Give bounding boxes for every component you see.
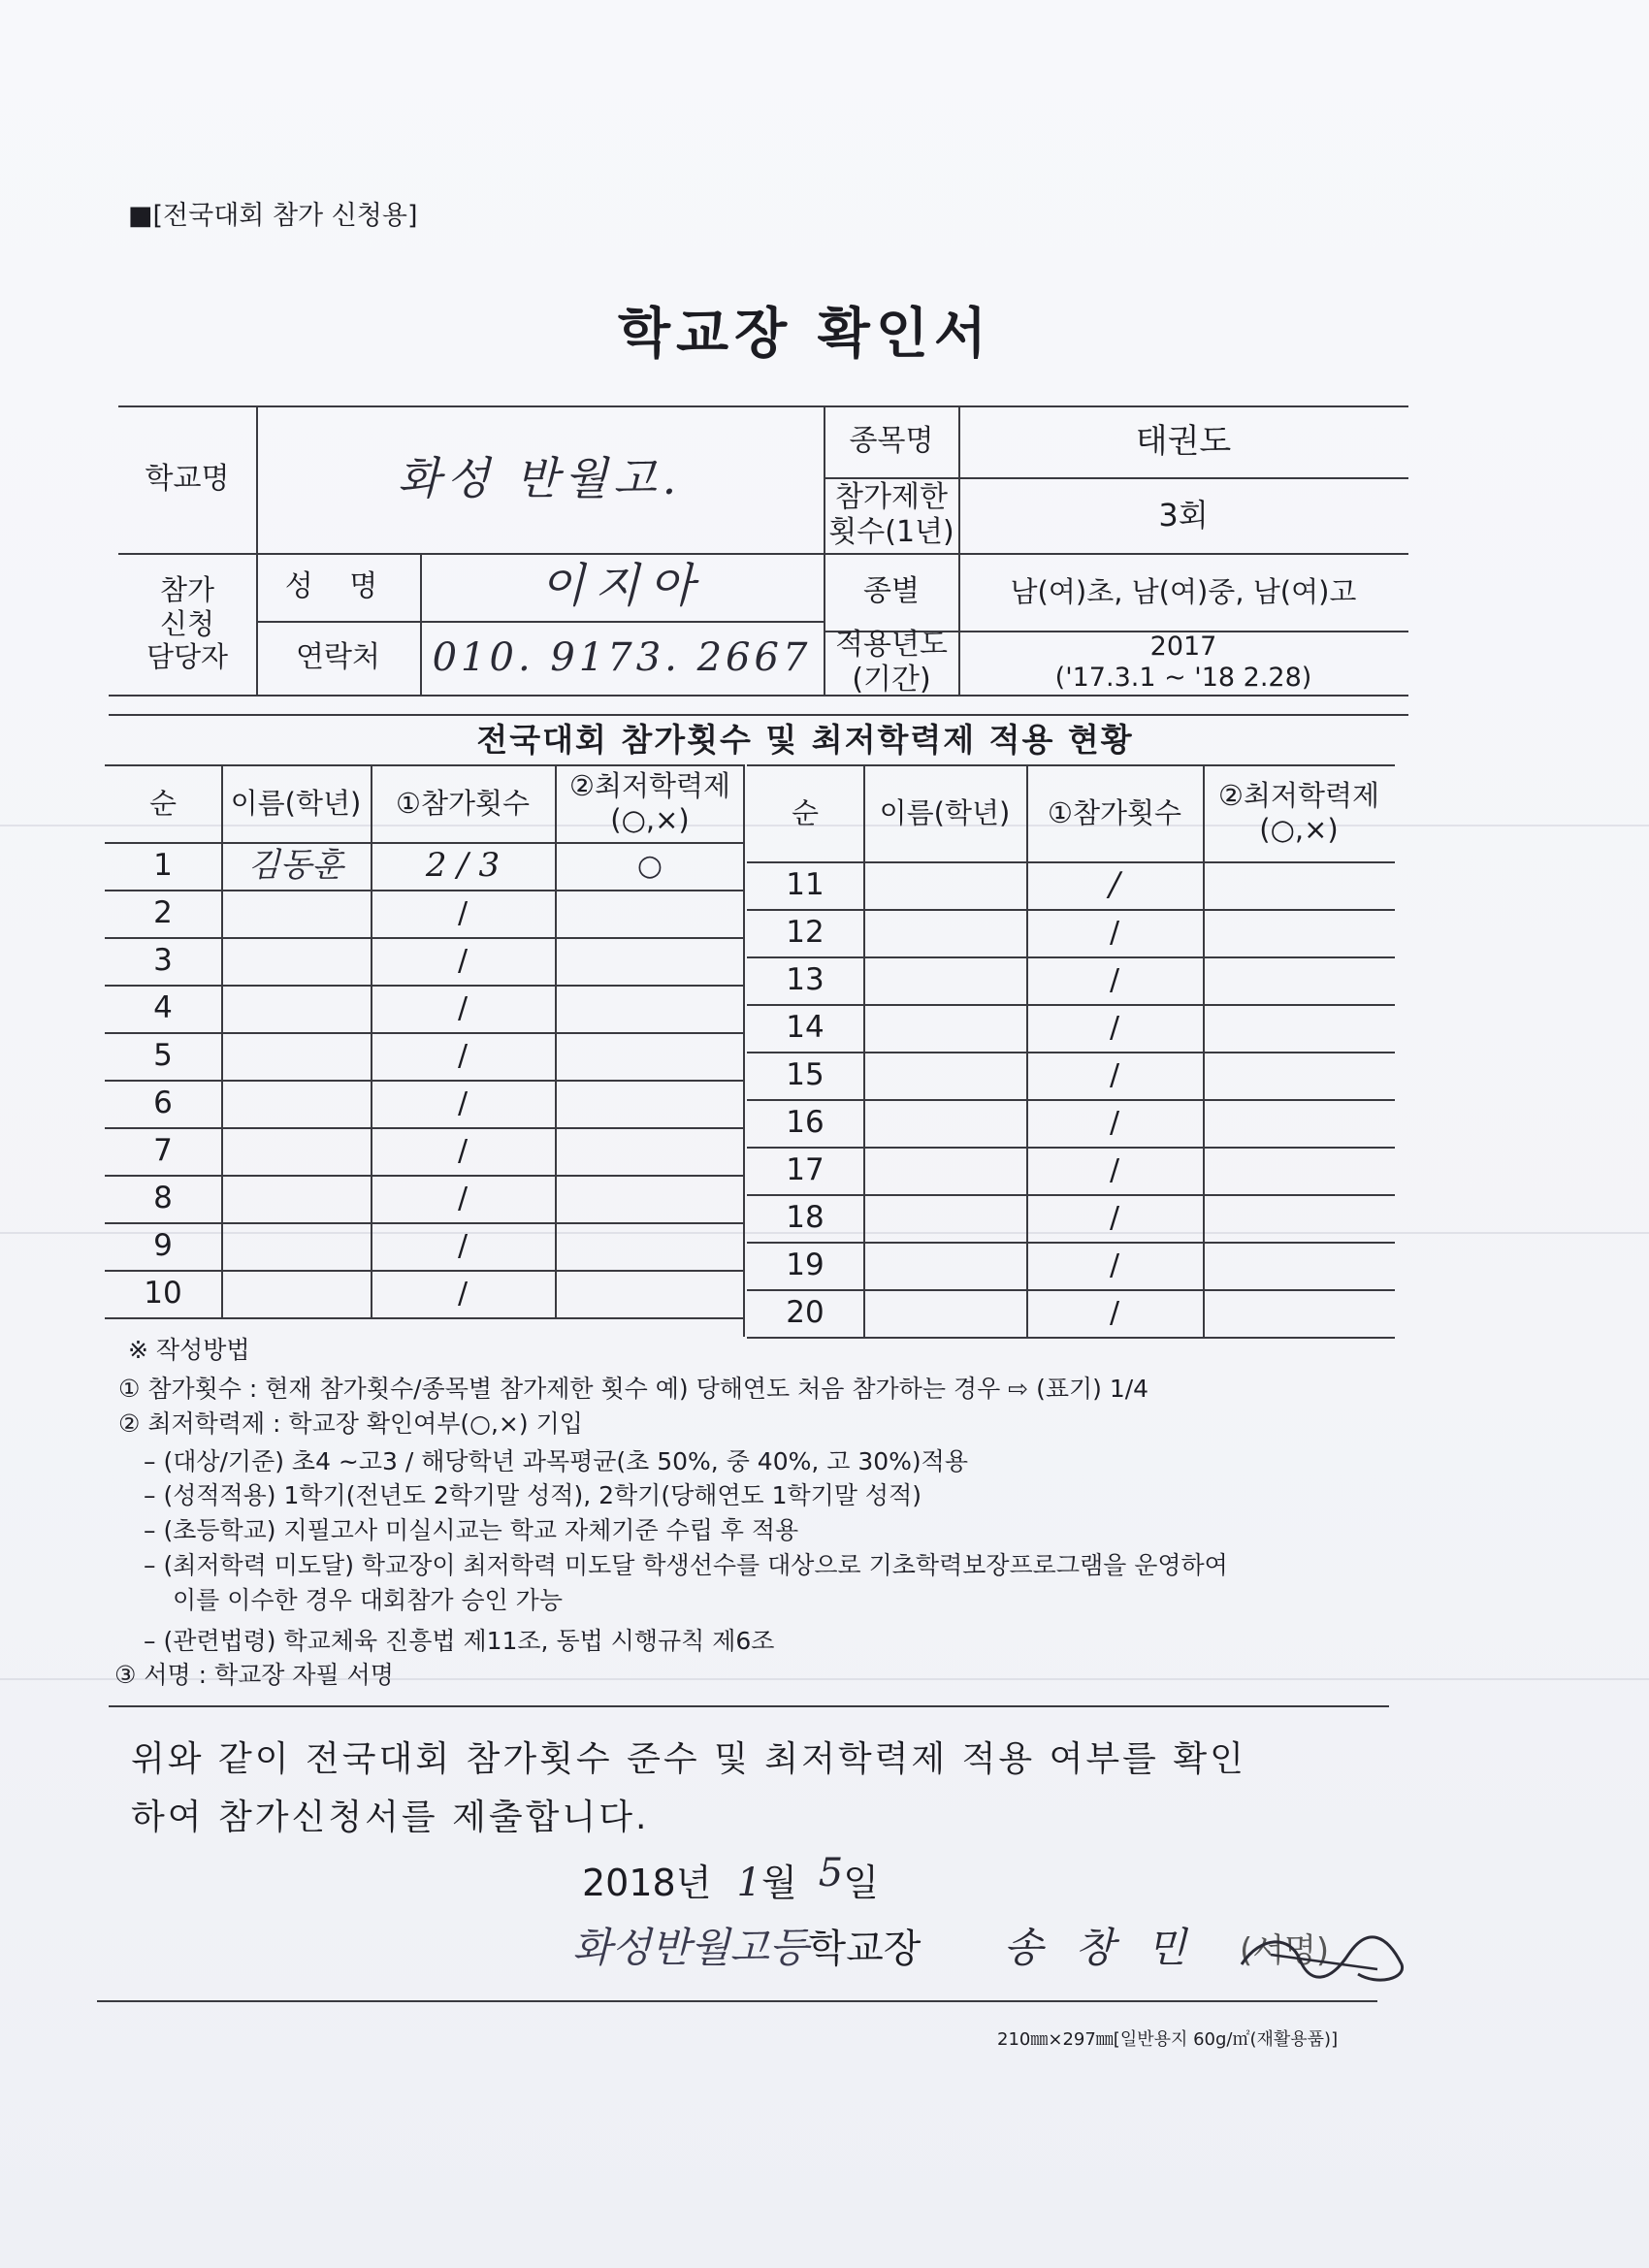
left-table-row-9-count: / [457, 1228, 469, 1263]
left-table-row-6-min [555, 1080, 745, 1127]
right-table-row-10-no: 20 [786, 1294, 824, 1330]
instruction-line-2: ① 참가횟수 : 현재 참가횟수/종목별 참가제한 횟수 예) 당해연도 처음 참가하는 경우 ⇨ (표기) 1/4 [118, 1375, 1149, 1403]
left-table-row-3-count: / [457, 943, 469, 978]
year-label-1: 적용년도 [835, 628, 948, 662]
left-table-row-10-count: / [457, 1276, 469, 1311]
right-table-row-1-no: 11 [786, 866, 824, 902]
year-label-2: (기간) [852, 663, 931, 697]
right-table-header-min [1203, 764, 1395, 861]
right-table-row-6-name [863, 1099, 1026, 1147]
left-table-row-9-name [221, 1222, 371, 1270]
left-table-row-1-no: 1 [153, 847, 173, 883]
left-table-row-9-no: 9 [153, 1227, 173, 1263]
date-day-value: 5 [818, 1851, 844, 1895]
right-table-row-5-no: 15 [786, 1056, 824, 1092]
left-table-header-no: 순 [148, 786, 177, 820]
right-table-row-1-count: / [1109, 865, 1120, 905]
left-table-row-8-min [555, 1175, 745, 1222]
separator-1 [109, 1705, 1389, 1707]
right-table-row-3-min [1203, 956, 1395, 1004]
principal-label: 학교장 [808, 1927, 922, 1971]
paper-spec-footer: 210㎜×297㎜[일반용지 60g/㎡(재활용품)] [997, 2029, 1339, 2050]
instruction-line-4: – (대상/기준) 초4 ~고3 / 해당학년 과목평균(초 50%, 중 40%, 고 30%)적용 [144, 1447, 968, 1475]
year-label [824, 628, 958, 697]
right-table-row-8-min [1203, 1194, 1395, 1242]
separator-2 [97, 2000, 1377, 2002]
right-table-row-9-count: / [1109, 1247, 1120, 1282]
right-table-row-line [747, 1337, 1395, 1339]
left-table-row-7-no: 7 [153, 1132, 173, 1168]
left-table-row-10-no: 10 [144, 1275, 182, 1311]
principal-name: 송 창 민 [1003, 1924, 1196, 1971]
right-table-row-7-min [1203, 1147, 1395, 1194]
form-type-label: ■[전국대회 참가 신청용] [128, 201, 418, 231]
contact-group-label-1: 참가 [159, 572, 215, 606]
date-line [582, 1853, 879, 1906]
left-table-row-3-min [555, 937, 745, 985]
right-table-row-6-count: / [1109, 1105, 1120, 1140]
year-value-1: 2017 [1149, 631, 1217, 662]
left-table-header-min_1: ②최저학력제 [568, 769, 731, 803]
right-table-row-5-min [1203, 1052, 1395, 1099]
right-table-row-1-name [863, 861, 1026, 909]
status-title: 전국대회 참가횟수 및 최저학력제 적용 현황 [476, 721, 1134, 759]
right-table-row-6-min [1203, 1099, 1395, 1147]
left-table-row-3-no: 3 [153, 942, 173, 978]
year-value [958, 631, 1408, 695]
right-table-row-4-name [863, 1004, 1026, 1052]
right-table-row-9-no: 19 [786, 1247, 824, 1282]
right-table-row-7-count: / [1109, 1152, 1120, 1187]
category-value: 남(여)초, 남(여)중, 남(여)고 [1010, 574, 1357, 608]
left-table-row-4-count: / [457, 990, 469, 1025]
right-table-header-name: 이름(학년) [879, 795, 1011, 829]
event-label: 종목명 [849, 424, 934, 458]
year-value-2: ('17.3.1 ~ '18 2.28) [1054, 663, 1312, 693]
page-title: 학교장 확인서 [617, 303, 993, 366]
left-table-header-count: ①참가횟수 [395, 786, 531, 820]
right-table-row-10-name [863, 1289, 1026, 1337]
declaration-line-1: 위와 같이 전국대회 참가횟수 준수 및 최저학력제 적용 여부를 확인 [131, 1739, 1246, 1779]
right-table-row-7-name [863, 1147, 1026, 1194]
left-table-row-6-no: 6 [153, 1085, 173, 1120]
left-table-header-name: 이름(학년) [230, 786, 362, 820]
left-table-row-2-no: 2 [153, 894, 173, 930]
limit-value: 3회 [1158, 496, 1209, 534]
left-table-row-8-name [221, 1175, 371, 1222]
declaration-line-2: 하여 참가신청서를 제출합니다. [131, 1798, 650, 1837]
left-table-row-6-count: / [457, 1085, 469, 1120]
instruction-line-6: – (초등학교) 지필고사 미실시교는 학교 자체기준 수립 후 적용 [144, 1516, 799, 1544]
instruction-line-9: – (관련법령) 학교체육 진흥법 제11조, 동법 시행규칙 제6조 [144, 1627, 775, 1655]
left-table-row-10-min [555, 1270, 745, 1317]
left-table-row-1-name: 김동훈 [247, 846, 344, 886]
left-table-row-1-count: 2 / 3 [425, 846, 501, 886]
right-table-header-count: ①참가횟수 [1047, 795, 1182, 829]
left-table-row-5-name [221, 1032, 371, 1080]
right-table-header-min_2: (○,×) [1259, 813, 1339, 846]
left-table-row-4-min [555, 985, 745, 1032]
right-table-row-5-name [863, 1052, 1026, 1099]
event-value: 태권도 [1135, 421, 1232, 461]
right-table-row-10-count: / [1109, 1295, 1120, 1330]
instruction-line-8: 이를 이수한 경우 대회참가 승인 가능 [173, 1586, 563, 1614]
instruction-line-10: ③ 서명 : 학교장 자필 서명 [114, 1661, 394, 1689]
name-label: 성 명 [284, 569, 392, 603]
instruction-line-1: ※ 작성방법 [128, 1336, 250, 1364]
limit-label [824, 477, 958, 553]
left-table-row-7-min [555, 1127, 745, 1175]
date-month-label: 월 [760, 1862, 797, 1904]
left-table-row-7-name [221, 1127, 371, 1175]
right-table-row-2-no: 12 [786, 914, 824, 950]
left-table-row-8-count: / [457, 1181, 469, 1215]
left-table-row-5-min [555, 1032, 745, 1080]
limit-label-1: 참가제한 [835, 480, 948, 514]
contact-group-label [118, 553, 256, 695]
left-table-row-2-count: / [457, 895, 469, 930]
left-table-header-min_2: (○,×) [610, 803, 690, 836]
right-table-header-min_1: ②최저학력제 [1217, 779, 1380, 813]
right-table-row-3-no: 13 [786, 961, 824, 997]
name-value: 이지아 [539, 559, 704, 614]
right-table-row-4-no: 14 [786, 1009, 824, 1045]
table-divider [743, 764, 745, 1337]
phone-value: 010. 9173. 2667 [432, 635, 812, 680]
date-year: 2018년 [582, 1862, 712, 1904]
school-label: 학교명 [145, 462, 230, 496]
right-table-row-4-min [1203, 1004, 1395, 1052]
left-table-row-1-min: ○ [636, 848, 663, 883]
handwritten-signature [1232, 1926, 1426, 1993]
category-label: 종별 [863, 574, 920, 608]
date-day-label: 일 [843, 1862, 879, 1904]
right-table-row-7-no: 17 [786, 1151, 824, 1187]
left-table-row-2-min [555, 890, 745, 937]
left-table-row-line [105, 1317, 745, 1319]
left-table-row-5-count: / [457, 1038, 469, 1073]
limit-label-2: 횟수(1년) [828, 515, 954, 549]
right-table-row-4-count: / [1109, 1010, 1120, 1045]
left-table-row-3-name [221, 937, 371, 985]
left-table-row-6-name [221, 1080, 371, 1127]
right-table-row-2-count: / [1109, 915, 1120, 950]
left-table-row-10-name [221, 1270, 371, 1317]
left-table-row-9-min [555, 1222, 745, 1270]
instruction-line-5: – (성적적용) 1학기(전년도 2학기말 성적), 2학기(당해연도 1학기말 성적) [144, 1481, 922, 1509]
right-table-row-2-name [863, 909, 1026, 956]
instruction-line-3: ② 최저학력제 : 학교장 확인여부(○,×) 기입 [118, 1409, 583, 1438]
right-table-row-9-name [863, 1242, 1026, 1289]
contact-group-label-3: 담당자 [146, 640, 229, 674]
right-table-row-6-no: 16 [786, 1104, 824, 1140]
left-table-row-4-name [221, 985, 371, 1032]
right-table-row-1-min [1203, 861, 1395, 909]
right-table-header-no: 순 [791, 795, 819, 829]
right-table-row-8-count: / [1109, 1200, 1120, 1235]
right-table-row-9-min [1203, 1242, 1395, 1289]
seal-text: (서명) [1239, 1931, 1330, 1970]
school-value: 화성 반월고. [397, 452, 683, 505]
left-table-row-2-name [221, 890, 371, 937]
right-table-row-3-name [863, 956, 1026, 1004]
contact-group-label-2: 신청 [159, 606, 215, 640]
right-table-row-2-min [1203, 909, 1395, 956]
left-table-row-8-no: 8 [153, 1180, 173, 1215]
left-table-header-min [555, 764, 745, 842]
instruction-line-7: – (최저학력 미도달) 학교장이 최저학력 미도달 학생선수를 대상으로 기초학력보장프로그램을 운영하여 [144, 1551, 1228, 1579]
right-table-row-10-min [1203, 1289, 1395, 1337]
right-table-row-8-no: 18 [786, 1199, 824, 1235]
right-table-row-3-count: / [1109, 962, 1120, 997]
left-table-row-5-no: 5 [153, 1037, 173, 1073]
left-table-row-7-count: / [457, 1133, 469, 1168]
left-table-row-4-no: 4 [153, 989, 173, 1025]
phone-label: 연락처 [296, 640, 380, 674]
right-table-row-5-count: / [1109, 1057, 1120, 1092]
date-month-value: 1 [736, 1861, 761, 1905]
school-handwritten: 화성반월고등 [572, 1924, 809, 1971]
right-table-row-8-name [863, 1194, 1026, 1242]
